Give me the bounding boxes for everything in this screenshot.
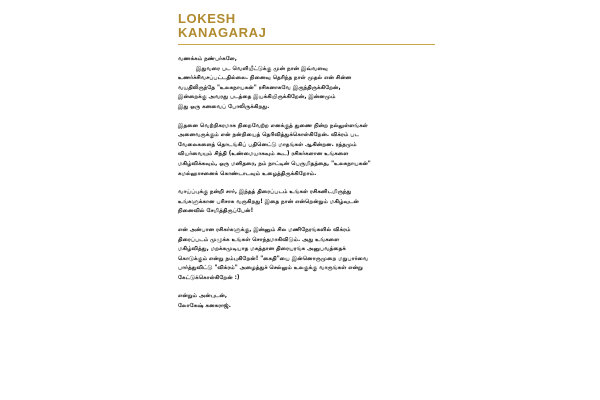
paragraph-line: மகிழ்வித்து, மறக்கமுடியாத மகத்தான திரையரங்க அனுபவத்தைக் [178,246,346,253]
letterhead-divider [178,44,435,45]
paragraph-line: உங்களுக்கான பரிசாக வருகிறது! இதை நான் என்றென்றும் மகிழ்வுடன் [178,198,359,205]
paragraph-line: வயதிலிருந்தே "உலகநாயகன்" ரசிகனாகவே இருந்திருக்கிறேன், [178,84,341,91]
paragraph-line: உணர்ச்சிவசப்பட்டதில்லை. நினைவு தெரிந்த நாள் முதல் என் சின்ன [178,75,352,82]
paragraph-line: இன்றைக்கு அவரது படத்தை இயக்கியிருக்கிறேன், இன்னமும் [178,94,336,101]
brand-name-line2: KANAGARAJ [178,25,267,40]
paragraph-line: பார்த்துவிட்டு "விக்ரம்" அழைத்துச் செல்லும் உலகுக்கு வாருங்கள் என்று [178,265,363,272]
closing: என்றும் அன்புடன், [178,293,227,300]
brand-name-line1: LOKESH [178,11,236,26]
letter-body [178,55,440,312]
paragraph-line: கொடுக்கும் என்று நம்புகிறேன்! "கைதி"யை இன்னொருமுறை மறுபார்வை [178,255,369,262]
greeting: வணக்கம் நண்பர்களே, [178,56,237,62]
paragraph-line: கமல்ஹாசனைக் கொண்டாடவும் உழைத்திருக்கிறோம். [178,170,317,177]
paragraph-line: நினைவில் சேமித்திருப்பேன்! [178,208,254,215]
paragraph-line: வேலைகளைத் தொடங்கிப் பதினெட்டு மாதங்கள் ஆகின்றன. ரத்தமும் [178,141,357,148]
paragraph-line: வாய்ப்புக்கு நன்றி சார், இந்தத் திரைப்படம் உங்கள் ரசிகனிடமிருந்து [178,189,352,196]
paragraph-line: அனைவருக்கும் என் நன்றியைத் தெரிவித்துக்கொள்கிறேன். விக்ரம் பட [178,132,359,139]
paragraph-line: இது ஒரு கனவைப் போலிருக்கிறது. [178,103,270,110]
paragraph-line: என் அன்பான ரசிகர்களுக்கு, இன்னும் சில மணிநேரங்களில் விக்ரம் [178,226,351,233]
paragraph-line: இதுவரை பட வெளியீட்டுக்கு முன் நான் இவ்வளவு [196,65,328,72]
paragraph-line: மகிழ்விக்கவும், ஒரு மனிதரை, நம் நாட்டின் பெருமிதத்தை, "உலகநாயகன்" [178,160,371,167]
signature-name: லோகேஷ் கனகராஜ். [178,303,231,310]
paragraph-line: கேட்டுக்கொள்கிறேன் :) [178,274,240,281]
paragraph-line: இதனை வெற்றிகரமாக நிறைவேற்ற எனக்குத் துணை நின்ற நல்லுள்ளங்கள் [178,122,368,129]
letterhead [178,12,266,40]
paragraph-line: திரைப்படம் முழுக்க உங்கள் சொந்தமாகிவிடும். அது உங்களை [178,236,340,243]
paragraph-line: வியர்வையும் சிந்தி (உண்மையாகவும் கூட) ரசிகர்களான உங்களை [178,151,349,158]
